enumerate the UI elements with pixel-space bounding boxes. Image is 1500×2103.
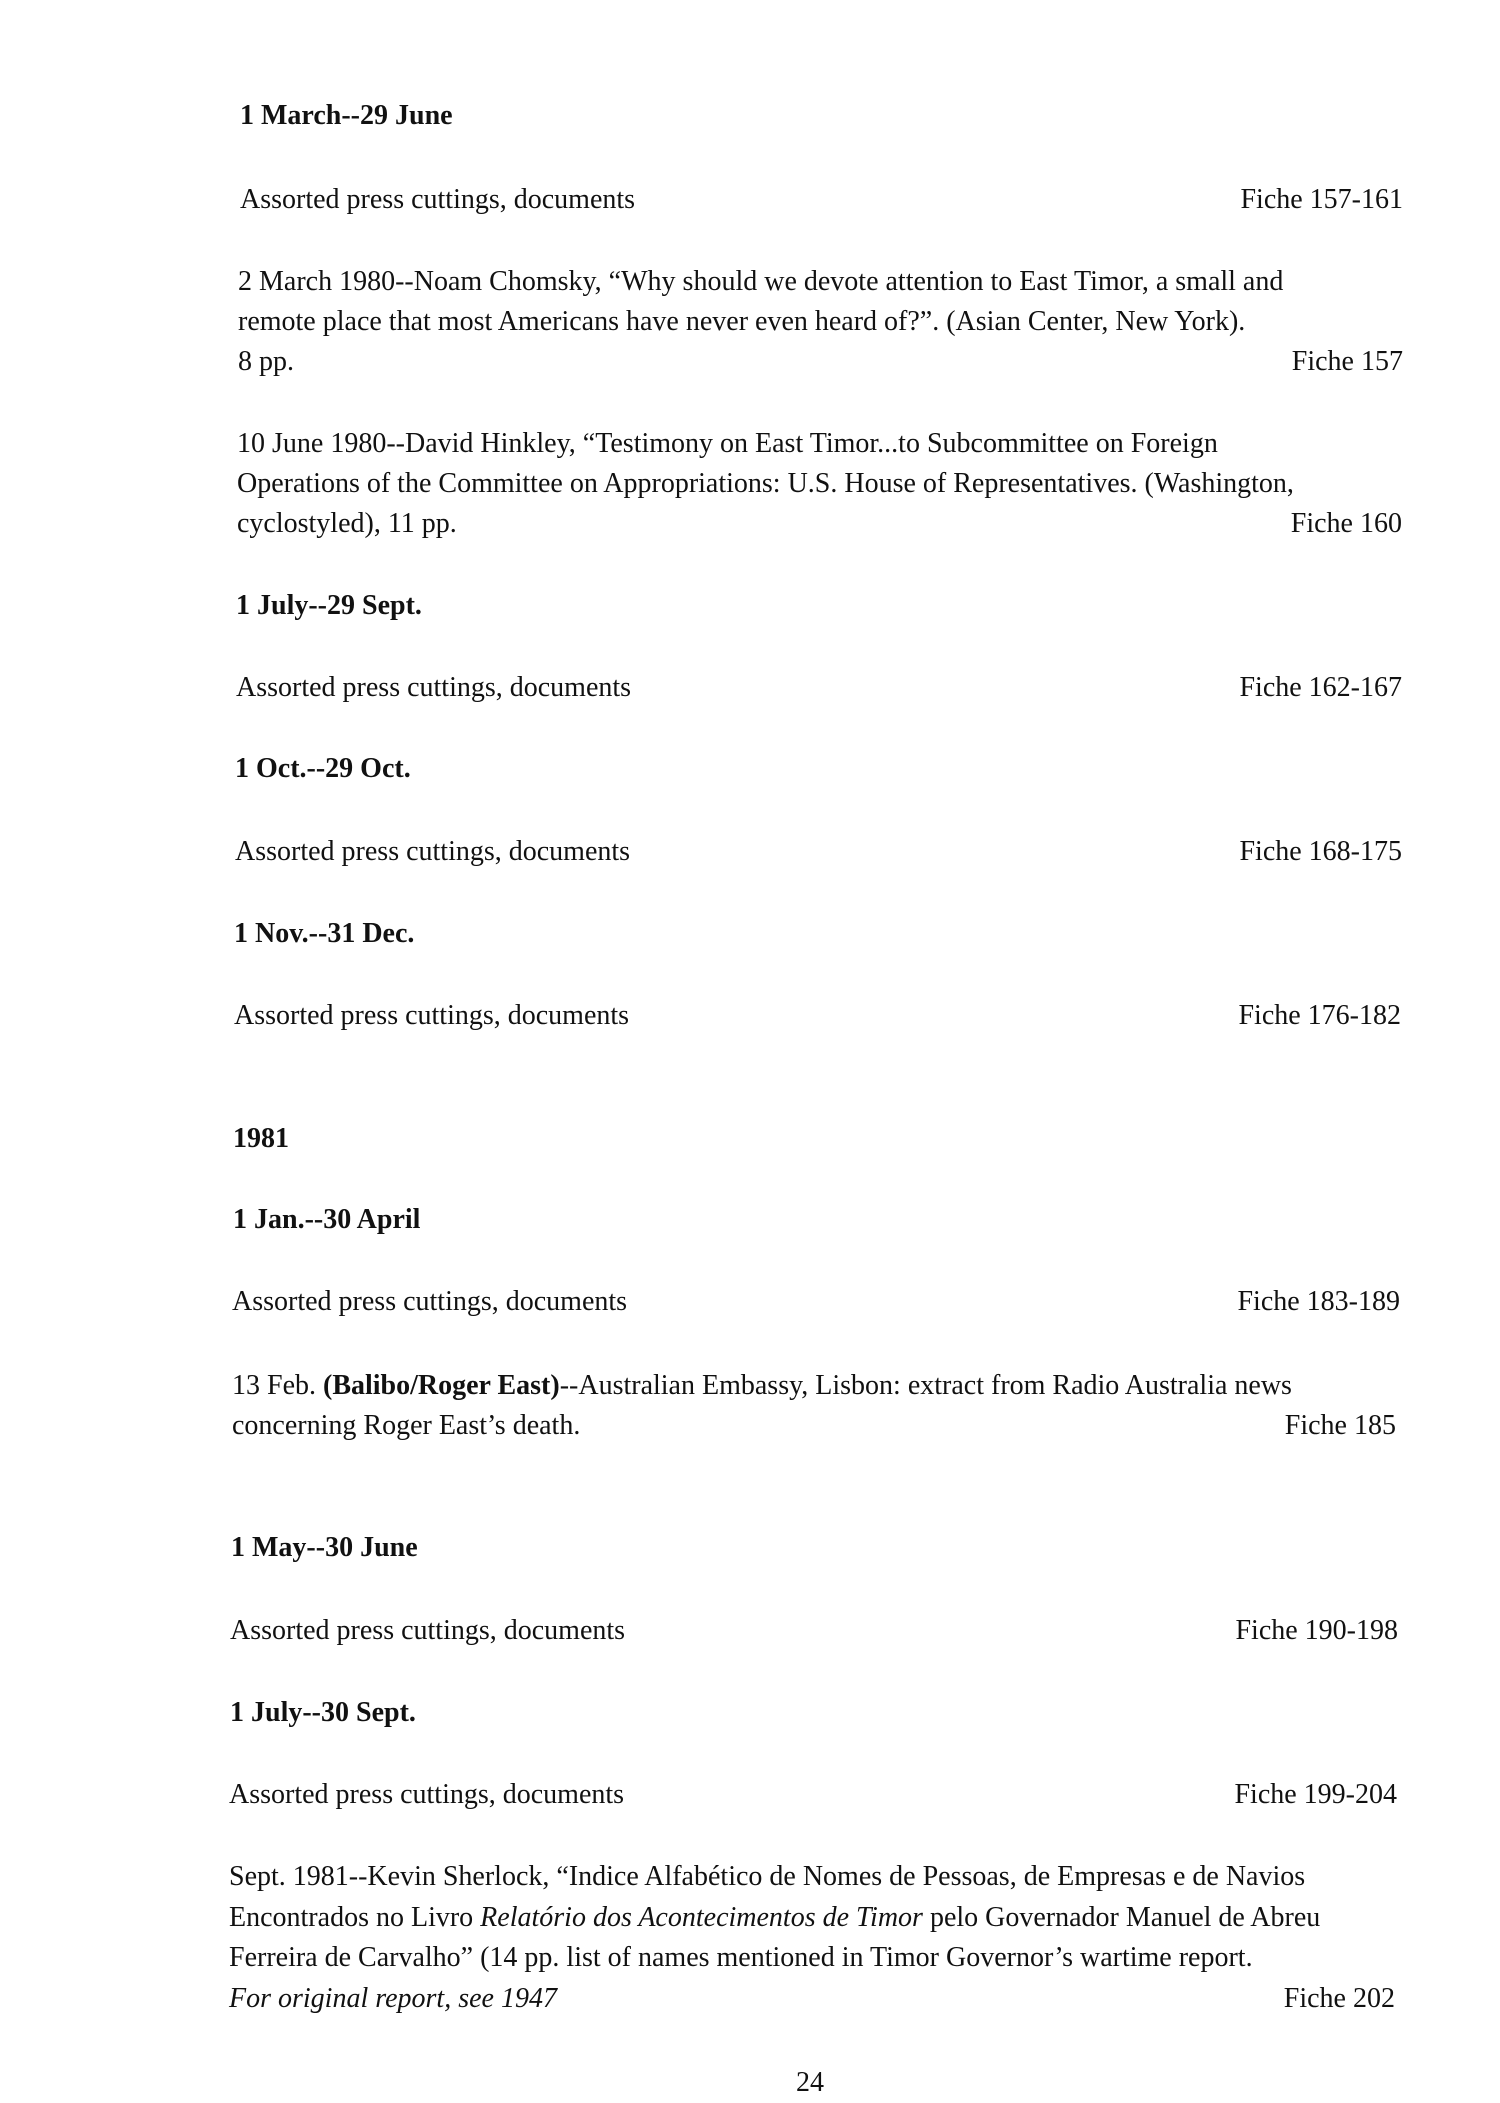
fiche-reference: Fiche 162-167 [1239, 672, 1402, 703]
entry-line [0, 464, 1500, 504]
entry-text: Ferreira de Carvalho” (14 pp. list of names mentioned in Timor Governor’s wartime report. [229, 1942, 1253, 1973]
entry-line [0, 1938, 1500, 1978]
entry-text-pre: Encontrados no Livro [229, 1902, 481, 1933]
fiche-reference: Fiche 160 [1290, 508, 1402, 539]
entry-text-post: pelo Governador Manuel de Abreu [922, 1902, 1321, 1933]
fiche-reference: Fiche 199-204 [1234, 1779, 1397, 1810]
year-label: 1981 [233, 1123, 289, 1154]
fiche-reference: Fiche 202 [1283, 1983, 1395, 2014]
date-range-heading: 1 July--30 Sept. [230, 1697, 416, 1728]
list-item [0, 180, 1500, 220]
entry-line [0, 342, 1500, 382]
fiche-reference: Fiche 168-175 [1239, 836, 1402, 867]
entry-line [0, 1857, 1500, 1897]
book-title: Relatório dos Acontecimentos de Timor [480, 1902, 923, 1933]
entry-description: Assorted press cuttings, documents [240, 184, 636, 215]
fiche-reference: Fiche 185 [1284, 1410, 1396, 1441]
section-heading [0, 914, 1500, 954]
section-heading [0, 749, 1500, 789]
entry-text: 2 March 1980--Noam Chomsky, “Why should we devote attention to East Timor, a small and [238, 266, 1284, 297]
entry-description: Assorted press cuttings, documents [236, 672, 632, 703]
list-item [0, 1282, 1500, 1322]
cross-reference-note: For original report, see 1947 [229, 1983, 557, 2014]
section-heading [0, 586, 1500, 626]
entry-text: 10 June 1980--David Hinkley, “Testimony on East Timor...to Subcommittee on Foreign [237, 428, 1218, 459]
entry-line [0, 504, 1500, 544]
entry-description: Assorted press cuttings, documents [229, 1779, 625, 1810]
year-heading [0, 1119, 1500, 1159]
fiche-reference: Fiche 157-161 [1240, 184, 1403, 215]
list-item [0, 996, 1500, 1036]
list-item [0, 832, 1500, 872]
entry-text: remote place that most Americans have never even heard of?”. (Asian Center, New York). [238, 306, 1246, 337]
entry-line [0, 424, 1500, 464]
entry-text [229, 1898, 1320, 1938]
entry-text: 8 pp. [238, 346, 294, 377]
entry-line [0, 302, 1500, 342]
section-heading [0, 1200, 1500, 1240]
entry-line [0, 1979, 1500, 2019]
fiche-reference: Fiche 190-198 [1235, 1615, 1398, 1646]
entry-subject: (Balibo/Roger East) [323, 1370, 560, 1401]
entry-rest: --Australian Embassy, Lisbon: extract from Radio Australia news [559, 1370, 1292, 1401]
date-range-heading: 1 Oct.--29 Oct. [235, 753, 411, 784]
fiche-reference: Fiche 183-189 [1237, 1286, 1400, 1317]
date-range-heading: 1 March--29 June [240, 100, 453, 131]
section-heading [0, 96, 1500, 136]
list-item [0, 668, 1500, 708]
fiche-reference: Fiche 176-182 [1238, 1000, 1401, 1031]
entry-line [0, 1366, 1500, 1406]
section-heading [0, 1528, 1500, 1568]
page-number: 24 [796, 2067, 824, 2098]
entry-text: cyclostyled), 11 pp. [237, 508, 457, 539]
entry-description: Assorted press cuttings, documents [235, 836, 631, 867]
entry-text [232, 1366, 1292, 1406]
date-range-heading: 1 July--29 Sept. [236, 590, 422, 621]
section-heading [0, 1693, 1500, 1733]
date-range-heading: 1 Nov.--31 Dec. [234, 918, 415, 949]
entry-text: concerning Roger East’s death. [232, 1410, 581, 1441]
list-item [0, 1775, 1500, 1815]
entry-description: Assorted press cuttings, documents [230, 1615, 626, 1646]
date-range-heading: 1 Jan.--30 April [233, 1204, 421, 1235]
entry-line [0, 1898, 1500, 1938]
list-item [0, 1611, 1500, 1651]
date-range-heading: 1 May--30 June [231, 1532, 418, 1563]
entry-line [0, 262, 1500, 302]
entry-text: Operations of the Committee on Appropriations: U.S. House of Representatives. (Washington, [237, 468, 1294, 499]
entry-line [0, 1406, 1500, 1446]
entry-text: Sept. 1981--Kevin Sherlock, “Indice Alfabético de Nomes de Pessoas, de Empresas e de Navios [229, 1861, 1306, 1892]
entry-date: 13 Feb. [232, 1370, 323, 1401]
entry-description: Assorted press cuttings, documents [232, 1286, 628, 1317]
entry-description: Assorted press cuttings, documents [234, 1000, 630, 1031]
fiche-reference: Fiche 157 [1291, 346, 1403, 377]
